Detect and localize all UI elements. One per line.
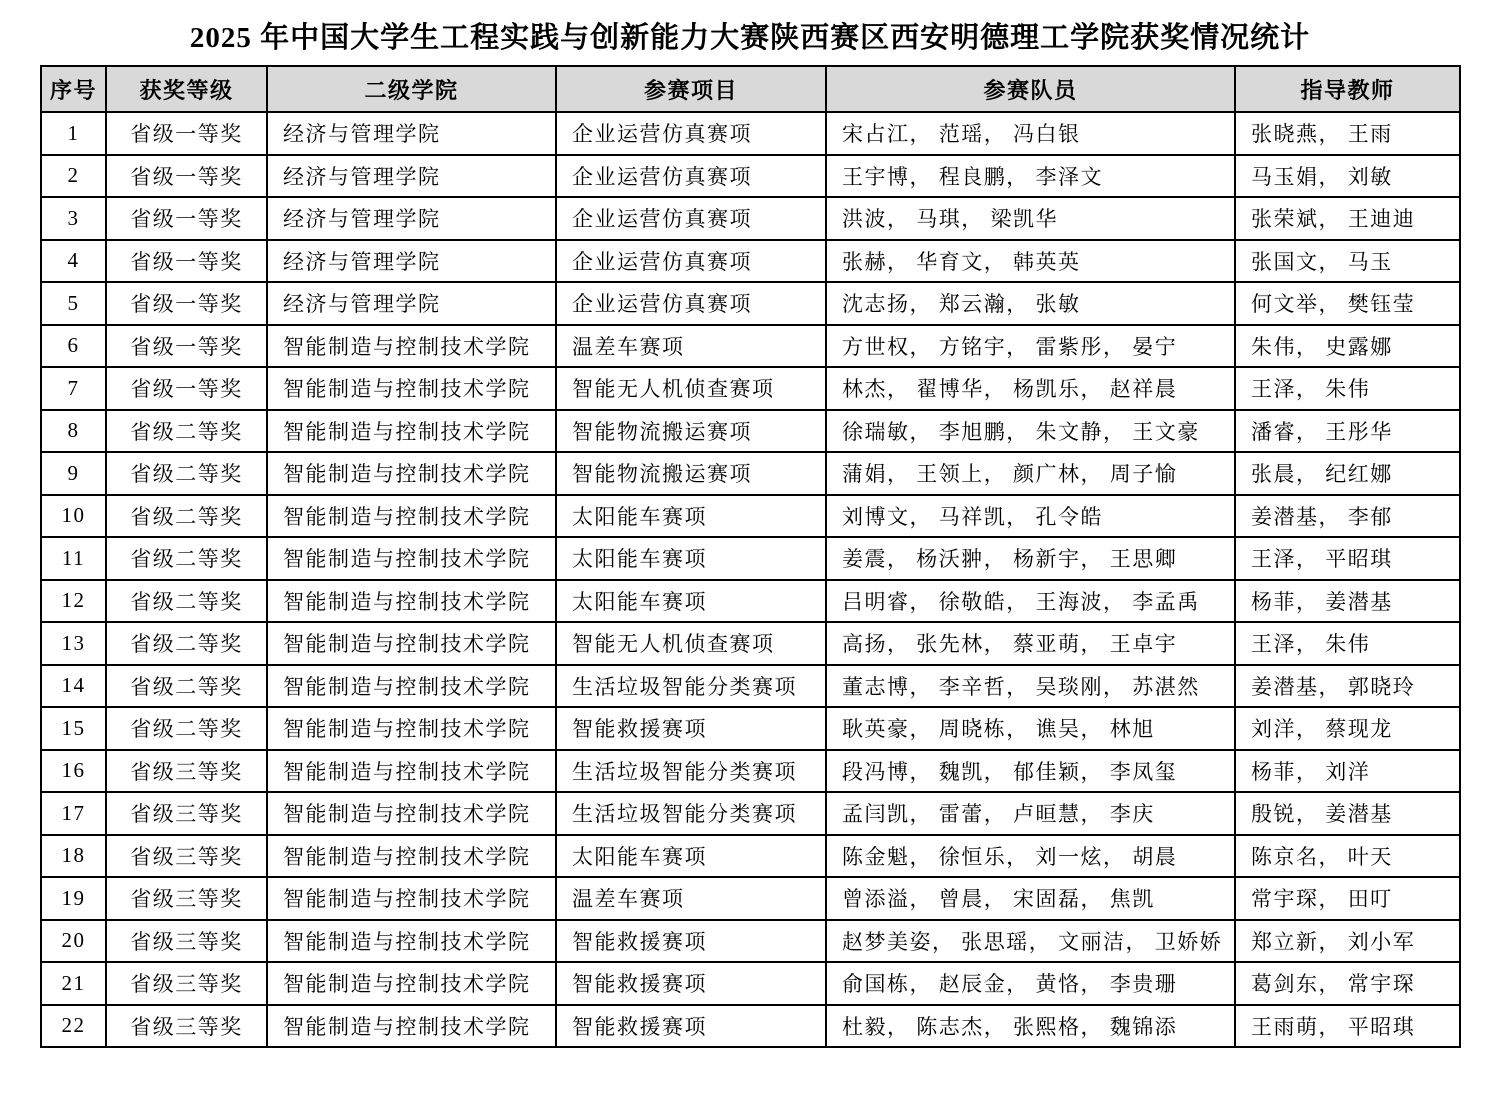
table-row [41, 112, 1460, 155]
cell-college: 智能制造与控制技术学院 [267, 962, 556, 1005]
cell-teachers: 殷锐， 姜潜基 [1235, 792, 1460, 835]
cell-no: 15 [41, 707, 106, 750]
cell-teachers: 王泽， 平昭琪 [1235, 537, 1460, 580]
cell-members: 徐瑞敏， 李旭鹏， 朱文静， 王文豪 [826, 410, 1235, 453]
cell-college: 智能制造与控制技术学院 [267, 622, 556, 665]
cell-teachers: 王泽， 朱伟 [1235, 367, 1460, 410]
table-row [41, 622, 1460, 665]
cell-project: 温差车赛项 [556, 877, 826, 920]
cell-no: 14 [41, 665, 106, 708]
cell-no: 3 [41, 197, 106, 240]
cell-level: 省级一等奖 [106, 240, 267, 283]
cell-project: 智能无人机侦查赛项 [556, 622, 826, 665]
cell-project: 智能救援赛项 [556, 920, 826, 963]
cell-members: 沈志扬， 郑云瀚， 张敏 [826, 282, 1235, 325]
cell-project: 企业运营仿真赛项 [556, 112, 826, 155]
cell-teachers: 郑立新， 刘小军 [1235, 920, 1460, 963]
cell-level: 省级一等奖 [106, 325, 267, 368]
cell-level: 省级三等奖 [106, 877, 267, 920]
cell-project: 太阳能车赛项 [556, 537, 826, 580]
cell-college: 智能制造与控制技术学院 [267, 792, 556, 835]
cell-no: 12 [41, 580, 106, 623]
cell-teachers: 王泽， 朱伟 [1235, 622, 1460, 665]
table-row [41, 707, 1460, 750]
cell-no: 22 [41, 1005, 106, 1048]
cell-members: 陈金魁， 徐恒乐， 刘一炫， 胡晨 [826, 835, 1235, 878]
cell-level: 省级三等奖 [106, 962, 267, 1005]
cell-teachers: 刘洋， 蔡现龙 [1235, 707, 1460, 750]
cell-members: 吕明睿， 徐敬皓， 王海波， 李孟禹 [826, 580, 1235, 623]
table-row [41, 197, 1460, 240]
cell-project: 生活垃圾智能分类赛项 [556, 792, 826, 835]
cell-members: 姜震， 杨沃翀， 杨新宇， 王思卿 [826, 537, 1235, 580]
cell-members: 刘博文， 马祥凯， 孔令皓 [826, 495, 1235, 538]
cell-project: 太阳能车赛项 [556, 495, 826, 538]
cell-level: 省级三等奖 [106, 835, 267, 878]
cell-no: 4 [41, 240, 106, 283]
table-row [41, 877, 1460, 920]
table-row [41, 750, 1460, 793]
header-members: 参赛队员 [826, 66, 1235, 112]
cell-teachers: 常宇琛， 田叮 [1235, 877, 1460, 920]
cell-no: 16 [41, 750, 106, 793]
cell-members: 董志博， 李辛哲， 吴琰刚， 苏湛然 [826, 665, 1235, 708]
table-row [41, 240, 1460, 283]
cell-members: 段冯博， 魏凯， 郁佳颖， 李凤玺 [826, 750, 1235, 793]
cell-no: 20 [41, 920, 106, 963]
cell-college: 经济与管理学院 [267, 197, 556, 240]
cell-members: 方世权， 方铭宇， 雷紫彤， 晏宁 [826, 325, 1235, 368]
cell-college: 智能制造与控制技术学院 [267, 665, 556, 708]
header-no: 序号 [41, 66, 106, 112]
table-row [41, 367, 1460, 410]
cell-members: 蒲娟， 王领上， 颜广林， 周子愉 [826, 452, 1235, 495]
cell-members: 洪波， 马琪， 梁凯华 [826, 197, 1235, 240]
table-row [41, 325, 1460, 368]
cell-project: 企业运营仿真赛项 [556, 282, 826, 325]
cell-teachers: 姜潜基， 李郁 [1235, 495, 1460, 538]
cell-members: 耿英豪， 周晓栋， 谯吴， 林旭 [826, 707, 1235, 750]
cell-level: 省级二等奖 [106, 537, 267, 580]
cell-teachers: 姜潜基， 郭晓玲 [1235, 665, 1460, 708]
cell-level: 省级三等奖 [106, 792, 267, 835]
cell-no: 8 [41, 410, 106, 453]
cell-level: 省级三等奖 [106, 920, 267, 963]
cell-college: 智能制造与控制技术学院 [267, 452, 556, 495]
award-table [40, 65, 1461, 1048]
cell-college: 智能制造与控制技术学院 [267, 920, 556, 963]
cell-members: 王宇博， 程良鹏， 李泽文 [826, 155, 1235, 198]
cell-teachers: 葛剑东， 常宇琛 [1235, 962, 1460, 1005]
cell-no: 11 [41, 537, 106, 580]
page-title: 2025 年中国大学生工程实践与创新能力大赛陕西赛区西安明德理工学院获奖情况统计 [189, 22, 1311, 54]
table-row [41, 920, 1460, 963]
table-row [41, 665, 1460, 708]
header-row [41, 66, 1460, 112]
header-project: 参赛项目 [556, 66, 826, 112]
cell-level: 省级二等奖 [106, 707, 267, 750]
cell-teachers: 陈京名， 叶天 [1235, 835, 1460, 878]
cell-project: 温差车赛项 [556, 325, 826, 368]
cell-project: 智能物流搬运赛项 [556, 410, 826, 453]
cell-level: 省级三等奖 [106, 1005, 267, 1048]
cell-no: 10 [41, 495, 106, 538]
cell-no: 7 [41, 367, 106, 410]
cell-college: 智能制造与控制技术学院 [267, 367, 556, 410]
cell-teachers: 张荣斌， 王迪迪 [1235, 197, 1460, 240]
cell-teachers: 朱伟， 史露娜 [1235, 325, 1460, 368]
table-row [41, 792, 1460, 835]
cell-level: 省级二等奖 [106, 495, 267, 538]
cell-teachers: 王雨萌， 平昭琪 [1235, 1005, 1460, 1048]
cell-project: 智能救援赛项 [556, 707, 826, 750]
table-row [41, 155, 1460, 198]
cell-no: 18 [41, 835, 106, 878]
cell-teachers: 张晓燕， 王雨 [1235, 112, 1460, 155]
cell-level: 省级二等奖 [106, 622, 267, 665]
cell-teachers: 潘睿， 王彤华 [1235, 410, 1460, 453]
cell-level: 省级二等奖 [106, 410, 267, 453]
cell-college: 智能制造与控制技术学院 [267, 537, 556, 580]
cell-project: 智能救援赛项 [556, 1005, 826, 1048]
cell-no: 5 [41, 282, 106, 325]
cell-college: 经济与管理学院 [267, 112, 556, 155]
cell-level: 省级一等奖 [106, 282, 267, 325]
table-row [41, 835, 1460, 878]
cell-college: 智能制造与控制技术学院 [267, 580, 556, 623]
cell-no: 21 [41, 962, 106, 1005]
cell-college: 智能制造与控制技术学院 [267, 1005, 556, 1048]
table-row [41, 495, 1460, 538]
cell-no: 17 [41, 792, 106, 835]
cell-project: 太阳能车赛项 [556, 835, 826, 878]
cell-college: 智能制造与控制技术学院 [267, 835, 556, 878]
cell-level: 省级一等奖 [106, 112, 267, 155]
cell-college: 经济与管理学院 [267, 155, 556, 198]
cell-project: 智能救援赛项 [556, 962, 826, 1005]
cell-project: 企业运营仿真赛项 [556, 197, 826, 240]
cell-teachers: 马玉娟， 刘敏 [1235, 155, 1460, 198]
cell-teachers: 杨菲， 姜潜基 [1235, 580, 1460, 623]
cell-college: 智能制造与控制技术学院 [267, 410, 556, 453]
cell-project: 生活垃圾智能分类赛项 [556, 665, 826, 708]
cell-level: 省级一等奖 [106, 155, 267, 198]
table-row [41, 580, 1460, 623]
cell-teachers: 张晨， 纪红娜 [1235, 452, 1460, 495]
cell-project: 企业运营仿真赛项 [556, 240, 826, 283]
cell-level: 省级二等奖 [106, 452, 267, 495]
table-row [41, 537, 1460, 580]
cell-college: 经济与管理学院 [267, 282, 556, 325]
cell-members: 孟闫凯， 雷蕾， 卢晅慧， 李庆 [826, 792, 1235, 835]
cell-level: 省级二等奖 [106, 665, 267, 708]
cell-no: 9 [41, 452, 106, 495]
cell-members: 曾添溢， 曾晨， 宋固磊， 焦凯 [826, 877, 1235, 920]
table-header [41, 66, 1460, 112]
cell-no: 13 [41, 622, 106, 665]
cell-college: 智能制造与控制技术学院 [267, 877, 556, 920]
cell-members: 高扬， 张先林， 蔡亚萌， 王卓宇 [826, 622, 1235, 665]
cell-no: 19 [41, 877, 106, 920]
cell-project: 企业运营仿真赛项 [556, 155, 826, 198]
cell-no: 1 [41, 112, 106, 155]
cell-teachers: 何文举， 樊钰莹 [1235, 282, 1460, 325]
cell-level: 省级三等奖 [106, 750, 267, 793]
cell-college: 智能制造与控制技术学院 [267, 750, 556, 793]
table-row [41, 962, 1460, 1005]
cell-level: 省级一等奖 [106, 367, 267, 410]
cell-level: 省级一等奖 [106, 197, 267, 240]
cell-members: 杜毅， 陈志杰， 张熙格， 魏锦添 [826, 1005, 1235, 1048]
cell-members: 赵梦美姿， 张思瑶， 文丽洁， 卫娇娇 [826, 920, 1235, 963]
cell-members: 俞国栋， 赵辰金， 黄恪， 李贵珊 [826, 962, 1235, 1005]
cell-college: 经济与管理学院 [267, 240, 556, 283]
cell-project: 生活垃圾智能分类赛项 [556, 750, 826, 793]
cell-members: 林杰， 翟博华， 杨凯乐， 赵祥晨 [826, 367, 1235, 410]
header-teachers: 指导教师 [1235, 66, 1460, 112]
cell-members: 张赫， 华育文， 韩英英 [826, 240, 1235, 283]
cell-college: 智能制造与控制技术学院 [267, 325, 556, 368]
cell-no: 6 [41, 325, 106, 368]
cell-no: 2 [41, 155, 106, 198]
cell-teachers: 张国文， 马玉 [1235, 240, 1460, 283]
cell-college: 智能制造与控制技术学院 [267, 707, 556, 750]
cell-project: 智能无人机侦查赛项 [556, 367, 826, 410]
table-row [41, 282, 1460, 325]
cell-college: 智能制造与控制技术学院 [267, 495, 556, 538]
table-body [41, 112, 1460, 1047]
cell-project: 太阳能车赛项 [556, 580, 826, 623]
cell-members: 宋占江， 范瑶， 冯白银 [826, 112, 1235, 155]
table-row [41, 410, 1460, 453]
table-row [41, 452, 1460, 495]
cell-teachers: 杨菲， 刘洋 [1235, 750, 1460, 793]
cell-level: 省级二等奖 [106, 580, 267, 623]
header-college: 二级学院 [267, 66, 556, 112]
header-level: 获奖等级 [106, 66, 267, 112]
table-row [41, 1005, 1460, 1048]
cell-project: 智能物流搬运赛项 [556, 452, 826, 495]
